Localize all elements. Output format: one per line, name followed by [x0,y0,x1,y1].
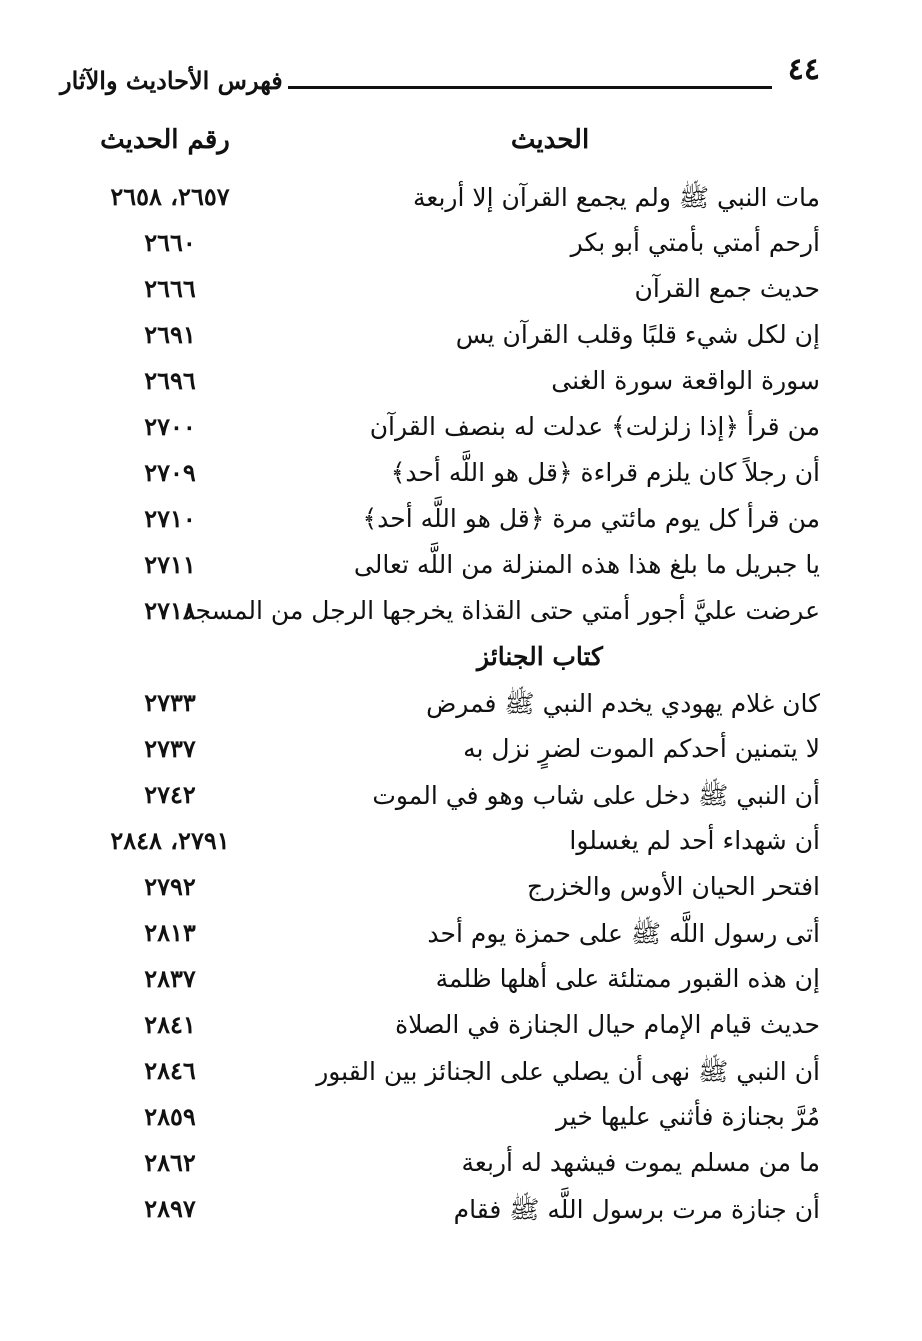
entry-number: ٢٦٥٧، ٢٦٥٨ [110,182,230,211]
entry-number: ٢٨٦٢ [144,1148,196,1177]
entry-text: أن النبي ﷺ نهى أن يصلي على الجنائز بين القبور [316,1057,820,1086]
entry-row [0,822,922,868]
entry-row [0,1144,922,1190]
entry-text: لا يتمنين أحدكم الموت لضرٍ نزل به [463,734,820,763]
entry-row [0,1098,922,1144]
entry-number: ٢٧٠٠ [144,412,196,441]
entry-number: ٢٧٩٢ [144,872,196,901]
entry-text: حديث جمع القرآن [634,274,820,303]
entry-number: ٢٧١٠ [144,504,196,533]
entry-text: أن رجلاً كان يلزم قراءة ﴿قل هو اللَّه أحد﴾ [390,458,820,487]
entry-text: إن هذه القبور ممتلئة على أهلها ظلمة [435,964,820,993]
entry-text: حديث قيام الإمام حيال الجنازة في الصلاة [395,1010,820,1039]
entry-row [0,270,922,316]
entry-row [0,178,922,224]
section-title [0,638,922,684]
entry-text: مات النبي ﷺ ولم يجمع القرآن إلا أربعة [413,183,820,212]
entry-number: ٢٨١٣ [144,918,196,947]
entry-number: ٢٦٩٦ [144,366,196,395]
entry-row [0,776,922,822]
entry-row [0,224,922,270]
entry-row [0,592,922,638]
entry-text: يا جبريل ما بلغ هذا هذه المنزلة من اللَّه تعالى [353,550,820,579]
entry-text: عرضت عليَّ أجور أمتي حتى القذاة يخرجها الرجل من المسجد [182,596,820,625]
entry-text: من قرأ كل يوم مائتي مرة ﴿قل هو اللَّه أحد﴾ [362,504,820,533]
entry-row [0,454,922,500]
entry-number: ٢٨٣٧ [144,964,196,993]
page-number: ٤٤ [787,52,820,87]
entry-number: ٢٨٤١ [144,1010,196,1039]
column-header-number: رقم الحديث [100,125,230,155]
entry-row [0,1190,922,1236]
entry-row [0,868,922,914]
entry-text: أن جنازة مرت برسول اللَّه ﷺ فقام [453,1195,820,1224]
entry-row [0,730,922,776]
entry-number: ٢٦٦٦ [144,274,196,303]
entry-text: من قرأ ﴿إذا زلزلت﴾ عدلت له بنصف القرآن [369,412,820,441]
entry-row [0,960,922,1006]
entry-row [0,362,922,408]
index-entries [0,178,922,1236]
entry-row [0,500,922,546]
entry-number: ٢٦٦٠ [144,228,196,257]
entry-text: أن النبي ﷺ دخل على شاب وهو في الموت [372,781,820,810]
entry-row [0,1006,922,1052]
entry-row [0,914,922,960]
entry-row [0,546,922,592]
section-title-text: كتاب الجنائز [477,642,603,671]
entry-row [0,316,922,362]
entry-number: ٢٨٩٧ [144,1194,196,1223]
header-title: فهرس الأحاديث والآثار [60,66,283,95]
entry-number: ٢٧٩١، ٢٨٤٨ [110,826,230,855]
entry-number: ٢٨٤٦ [144,1056,196,1085]
entry-number: ٢٦٩١ [144,320,196,349]
entry-text: سورة الواقعة سورة الغنى [551,366,820,395]
running-header [60,52,820,102]
entry-number: ٢٧١١ [144,550,196,579]
entry-text: كان غلام يهودي يخدم النبي ﷺ فمرض [426,689,820,718]
header-rule [288,86,772,89]
entry-text: أن شهداء أحد لم يغسلوا [569,826,820,855]
entry-number: ٢٨٥٩ [144,1102,196,1131]
entry-row [0,1052,922,1098]
entry-text: أتى رسول اللَّه ﷺ على حمزة يوم أحد [427,919,820,948]
entry-number: ٢٧٠٩ [144,458,196,487]
entry-text: مُرَّ بجنازة فأثني عليها خير [556,1102,820,1131]
entry-number: ٢٧٣٧ [144,734,196,763]
column-header-hadith: الحديث [510,125,590,155]
entry-number: ٢٧٣٣ [144,688,196,717]
entry-text: إن لكل شيء قلبًا وقلب القرآن يس [455,320,820,349]
entry-row [0,408,922,454]
entry-text: ما من مسلم يموت فيشهد له أربعة [461,1148,820,1177]
entry-row [0,684,922,730]
entry-text: أرحم أمتي بأمتي أبو بكر [570,228,820,257]
entry-number: ٢٧١٨ [144,596,196,625]
entry-text: افتحر الحيان الأوس والخزرج [526,872,820,901]
entry-number: ٢٧٤٢ [144,780,196,809]
